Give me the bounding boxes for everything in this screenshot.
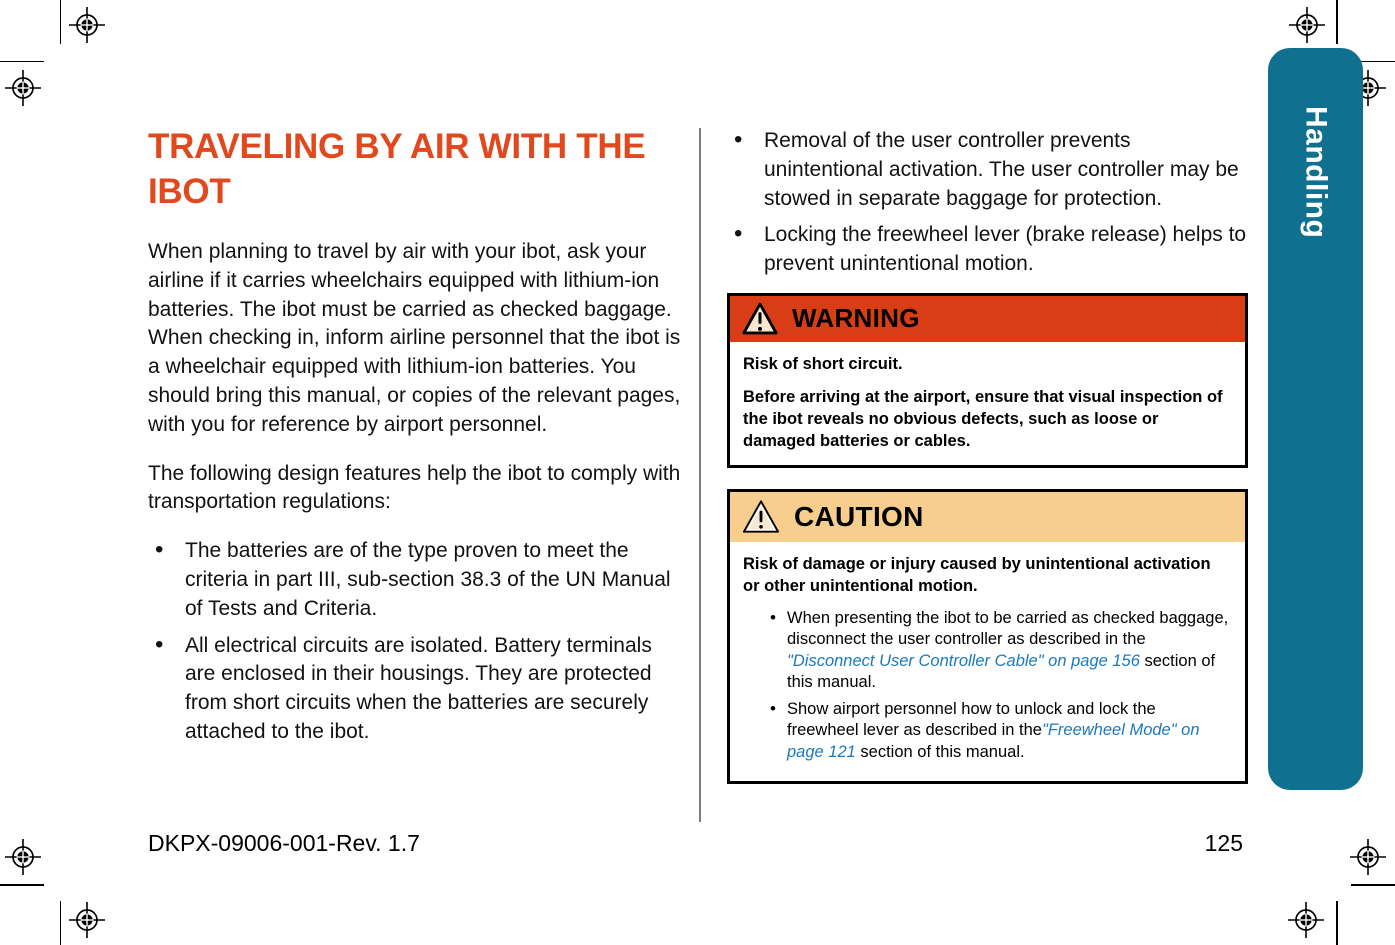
list-item: • Locking the freewheel lever (brake release) helps to prevent unintentional motion. [727, 221, 1248, 279]
crop-mark-line [1336, 901, 1338, 945]
right-column [727, 124, 1248, 784]
crop-mark-line [1336, 0, 1338, 44]
features-lead-paragraph: The following design features help the ibot to comply with transportation regulations: [148, 461, 681, 514]
list-item [770, 699, 1231, 764]
document-number: DKPX-09006-001-Rev. 1.7 [148, 830, 420, 856]
list-item: • The batteries are of the type proven to meet the criteria in part III, sub-section 38.3 of the UN Manual of Tests and Criteria. [148, 537, 684, 623]
caution-bullet-text: Show airport personnel how to unlock and lock the freewheel lever as described in the [787, 699, 1156, 740]
warning-box [727, 293, 1248, 468]
caution-bullet-text: section of this manual. [787, 651, 1216, 692]
chapter-tab-label: Handling [1299, 106, 1333, 239]
design-features-list-continued [727, 127, 1248, 279]
intro-paragraph: When planning to travel by air with your ibot, ask your airline if it carries wheelchairs equipped with lithium-ion batteries. The ibot must be carried as checked baggage. When checking in, inform airline personnel that the ibot is a wheelchair equipped with lithium-ion batteries. You should bring this manual, or copies of the relevant pages, with you for reference by airport personnel. [148, 240, 681, 436]
caution-body [730, 542, 1245, 782]
registration-mark-icon [69, 7, 105, 43]
crop-mark-line [0, 884, 44, 886]
list-item: • Removal of the user controller prevents unintentional activation. The user controller may be stowed in separate baggage for protection. [727, 127, 1248, 213]
registration-mark-icon [5, 839, 41, 875]
cross-reference-link[interactable]: "Freewheel Mode" on page 121 [787, 721, 1200, 761]
registration-mark-icon [1288, 902, 1324, 938]
section-title: TRAVELING BY AIR WITH THE IBOT [148, 127, 646, 211]
crop-mark-line [0, 61, 44, 63]
warning-instructions: Before arriving at the airport, ensure that visual inspection of the ibot reveals no obvious defects, such as loose or damaged batteries or cables. [743, 387, 1223, 450]
registration-mark-icon [69, 902, 105, 938]
warning-title: WARNING [792, 303, 920, 334]
caution-title: CAUTION [794, 500, 924, 532]
column-divider [699, 128, 701, 822]
registration-mark-icon [1350, 839, 1386, 875]
crop-mark-line [60, 0, 62, 44]
caution-header [730, 492, 1245, 542]
caution-bullet-text: When presenting the ibot to be carried as checked baggage, disconnect the user controller as described in the [787, 608, 1229, 649]
chapter-tab-handling [1268, 48, 1363, 790]
registration-mark-icon [1289, 7, 1325, 43]
page-number: 125 [1204, 830, 1243, 856]
warning-triangle-icon [742, 302, 778, 335]
warning-risk-statement: Risk of short circuit. [743, 354, 903, 373]
warning-header [730, 296, 1245, 342]
cross-reference-link[interactable]: "Disconnect User Controller Cable" on page 156 [787, 651, 1140, 670]
crop-mark-line [60, 901, 62, 945]
caution-risk-statement: Risk of damage or injury caused by unintentional activation or other unintentional motion. [743, 554, 1211, 595]
caution-bullet-text: section of this manual. [855, 742, 1025, 761]
left-column [148, 124, 684, 755]
warning-body [730, 342, 1245, 465]
design-features-list [148, 537, 684, 747]
caution-box [727, 489, 1248, 785]
list-item [770, 608, 1231, 694]
crop-mark-line [1351, 884, 1395, 886]
list-item: • All electrical circuits are isolated. Battery terminals are enclosed in their housings. They are protected from short circuits when the batteries are securely attached to the ibot. [148, 632, 684, 747]
registration-mark-icon [5, 70, 41, 106]
caution-instruction-list [743, 608, 1231, 764]
caution-triangle-icon [742, 499, 780, 534]
